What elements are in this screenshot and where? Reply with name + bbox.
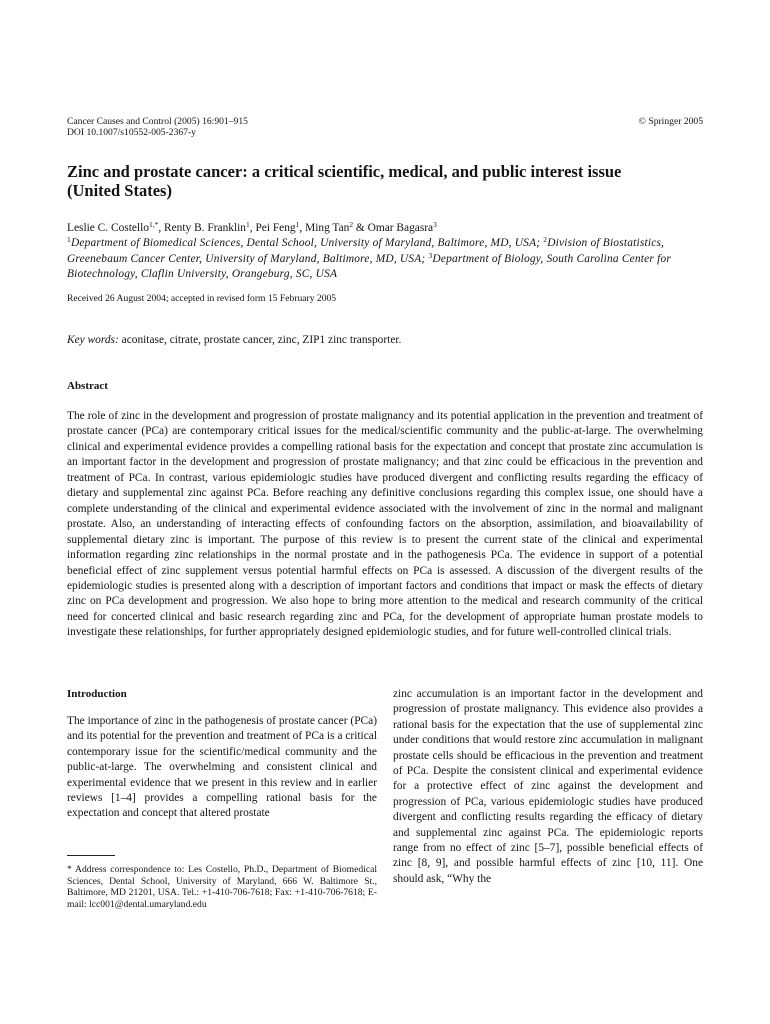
keywords-label: Key words:: [67, 334, 119, 346]
author-sup: 1: [245, 220, 250, 229]
author-separator: ,: [249, 222, 256, 234]
introduction-left-column: The importance of zinc in the pathogenesis of prostate cancer (PCa) and its potential for the prevention and treatment of PCa is a critical contemporary issue for the scientific/medical community and the public-at-large. The overwhelming and consistent clinical and experimental evidence that we present in this review and in earlier reviews [1–4] provides a compelling rational basis for the expectation and concept that altered prostate: [67, 715, 377, 820]
affiliation-text: Department of Biomedical Sciences, Dental School, University of Maryland, Baltimore, MD, USA;: [70, 237, 544, 249]
received-dates: Received 26 August 2004; accepted in revised form 15 February 2005: [67, 293, 337, 304]
correspondence-footnote: * Address correspondence to: Les Costello, Ph.D., Department of Biomedical Sciences, Dental School, University of Maryland, 666 W. Baltimore St., Baltimore, MD 21201, USA. Tel.: +1-410-706-7618; Fax: +1-410-706-7618; E-mail: lcc001@dental.umaryland.edu: [67, 864, 377, 910]
introduction-heading: Introduction: [67, 688, 127, 700]
journal-citation: [67, 116, 248, 138]
author-separator: ,: [299, 222, 306, 234]
doi: DOI 10.1007/s10552-005-2367-y: [67, 127, 196, 138]
author-name: Omar Bagasra: [367, 222, 434, 234]
abstract-heading: Abstract: [67, 380, 108, 392]
author-sup: 2: [349, 220, 354, 229]
publisher-copyright: © Springer 2005: [638, 116, 703, 127]
author-name: Ming Tan: [305, 222, 350, 234]
affiliation-sup: 3: [428, 250, 433, 260]
article-title: [67, 162, 707, 200]
journal-line: Cancer Causes and Control (2005) 16:901–915: [67, 116, 248, 127]
author-name: Leslie C. Costello: [67, 222, 149, 234]
title-line-1: Zinc and prostate cancer: a critical scientific, medical, and public interest issue: [67, 162, 622, 181]
footnote-divider: [67, 855, 115, 856]
affiliations: [67, 236, 703, 283]
abstract-body: The role of zinc in the development and progression of prostate malignancy and its potential application in the prevention and treatment of prostate cancer (PCa) are contemporary critical issues for the medical/scientific community and the public-at-large. The overwhelming clinical and experimental evidence provides a compelling rational basis for the expectation and concept that prostate zinc accumulation is an important factor in the development and progression of prostate malignancy; and that zinc could be efficacious in the prevention and treatment of PCa. In contrast, various epidemiologic studies have produced divergent and conflicting results regarding the efficacy of dietary and supplemental zinc against PCa. Before reaching any definitive conclusions regarding this complex issue, one should have a complete understanding of the clinical and experimental evidence associated with the involvement of zinc in the normal and malignant prostate. Also, an understanding of interacting effects of confounding factors on the absorption, assimilation, and bioavailability of supplemental dietary zinc is important. The purpose of this review is to present the current state of the clinical and experimental information regarding zinc relationships in the normal prostate and in the pathogenesis PCa. The evidence in support of a potential beneficial effect of zinc supplement versus potential harmful effects on PCa is assessed. A discussion of the divergent results of the epidemiologic studies is presented along with a description of important factors and conditions that impact or mask the effects of dietary zinc on PCa development and progression. We also hope to bring more attention to the medical and research community of the critical need for concerted clinical and basic research regarding zinc and PCa, for the development of appropriate human prostate models to investigate these relationships, for further appropriately designed epidemiologic studies, and for future well-controlled clinical trials.: [67, 410, 703, 639]
author-name: Pei Feng: [255, 222, 296, 234]
keywords: [67, 334, 401, 346]
author-separator: &: [353, 222, 368, 234]
author-separator: ,: [158, 222, 165, 234]
author-sup: 1: [295, 220, 300, 229]
introduction-right-column: zinc accumulation is an important factor in the development and progression of prostate malignancy. This evidence also provides a rational basis for the expectation that the use of supplemental zinc under conditions that would restore zinc accumulation in malignant prostate cells should be efficacious in the prevention and treatment of PCa. Despite the consistent clinical and experimental evidence for a protective effect of zinc against the development and progression of PCa, various epidemiologic studies have produced divergent and conflicting results regarding the efficacy of dietary and supplemental zinc against PCa. The epidemiologic reports range from no effect of zinc [5–7], possible beneficial effects of zinc [8, 9], and possible harmful effects of zinc [10, 11]. One should ask, “Why the: [393, 688, 703, 885]
keywords-text: aconitase, citrate, prostate cancer, zinc, ZIP1 zinc transporter.: [121, 334, 402, 346]
author-name: Renty B. Franklin: [164, 222, 246, 234]
affiliation-text: Department of Biology, South Carolina Center for Biotechnology, Claflin University, Orangeburg, SC, USA: [67, 252, 671, 280]
author-sup: 1,*: [148, 220, 159, 229]
author-list: [67, 221, 707, 236]
affiliation-sup: 2: [543, 235, 548, 244]
author-sup: 3: [433, 220, 437, 229]
affiliation-sup: 1: [67, 235, 71, 244]
title-line-2: (United States): [67, 181, 172, 200]
affiliation-text: Division of Biostatistics, Greenebaum Cancer Center, University of Maryland, Baltimore, MD, USA;: [67, 237, 665, 265]
